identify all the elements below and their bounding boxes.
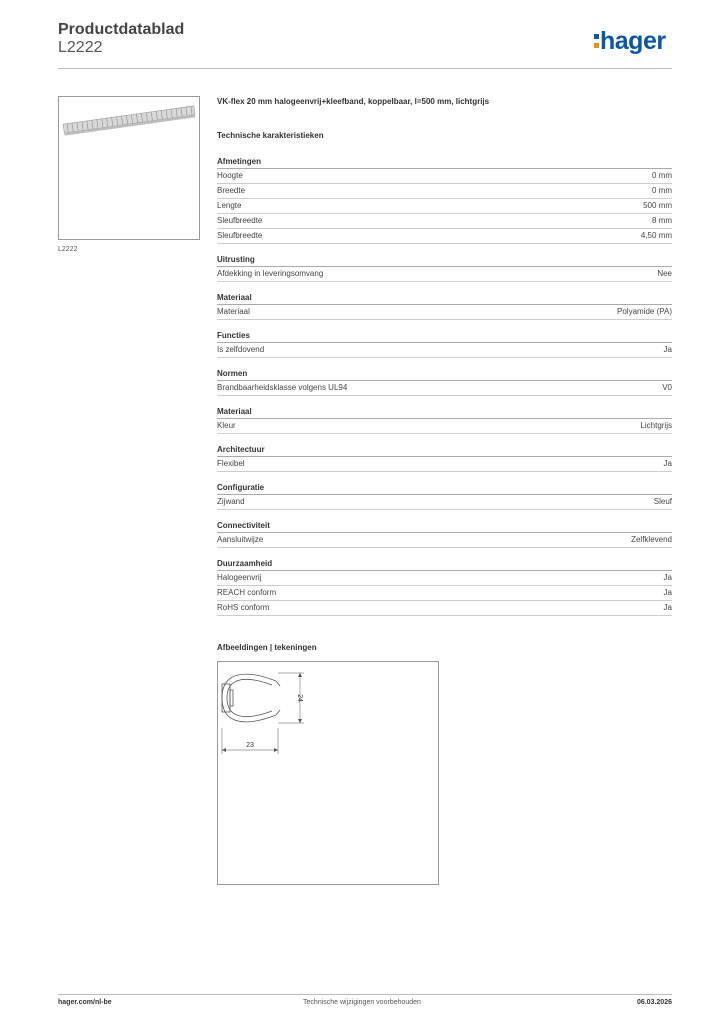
spec-value: 8 mm (652, 216, 672, 225)
spec-label: Brandbaarheidsklasse volgens UL94 (217, 383, 348, 392)
dimension-width: 23 (246, 742, 254, 749)
spec-row (217, 457, 672, 472)
profile-drawing (218, 662, 438, 884)
dimension-height: 24 (296, 694, 303, 702)
section-title: Connectiviteit (217, 520, 672, 533)
spec-value: Nee (657, 269, 672, 278)
technical-characteristics-heading: Technische karakteristieken (217, 131, 324, 140)
spec-section (217, 406, 672, 434)
spec-value: Ja (663, 573, 672, 582)
product-code: L2222 (58, 39, 103, 56)
footer-divider (58, 994, 672, 995)
footer-notice: Technische wijzigingen voorbehouden (303, 999, 421, 1006)
spec-value: Ja (663, 459, 672, 468)
section-title: Configuratie (217, 482, 672, 495)
spec-value: 0 mm (652, 186, 672, 195)
spec-label: Breedte (217, 186, 246, 195)
spec-section (217, 330, 672, 358)
spec-value: Zelfklevend (631, 535, 672, 544)
logo-colon-icon (594, 27, 599, 48)
spec-section (217, 558, 672, 616)
spec-label: Halogeenvrij (217, 573, 262, 582)
cable-duct-image (59, 97, 199, 239)
spec-label: Aansluitwijze (217, 535, 264, 544)
spec-value: Ja (663, 345, 672, 354)
spec-value: 0 mm (652, 171, 672, 180)
spec-label: REACH conform (217, 588, 277, 597)
spec-label: Lengte (217, 201, 242, 210)
spec-section (217, 482, 672, 510)
spec-label: Kleur (217, 421, 236, 430)
spec-value: 500 mm (643, 201, 672, 210)
spec-row (217, 229, 672, 244)
spec-section (217, 156, 672, 244)
product-image (58, 96, 200, 240)
section-title: Architectuur (217, 444, 672, 457)
technical-drawing (217, 661, 439, 885)
footer-website-link[interactable]: hager.com/nl-be (58, 999, 112, 1006)
section-title: Materiaal (217, 406, 672, 419)
section-title: Functies (217, 330, 672, 343)
spec-label: Sleufbreedte (217, 216, 263, 225)
spec-row (217, 199, 672, 214)
spec-label: Zijwand (217, 497, 245, 506)
product-description: VK-flex 20 mm halogeenvrij+kleefband, koppelbaar, l=500 mm, lichtgrijs (217, 97, 490, 106)
spec-label: RoHS conform (217, 603, 270, 612)
spec-value: 4,50 mm (640, 231, 672, 240)
spec-row (217, 267, 672, 282)
spec-row (217, 601, 672, 616)
spec-label: Materiaal (217, 307, 250, 316)
logo-text: hager (600, 27, 666, 55)
section-title: Afmetingen (217, 156, 672, 169)
spec-label: Is zelfdovend (217, 345, 265, 354)
spec-value: Ja (663, 588, 672, 597)
spec-label: Hoogte (217, 171, 243, 180)
spec-value: Polyamide (PA) (617, 307, 672, 316)
spec-row (217, 495, 672, 510)
spec-row (217, 419, 672, 434)
header-divider (58, 68, 672, 69)
spec-section (217, 292, 672, 320)
spec-label: Flexibel (217, 459, 245, 468)
spec-section (217, 368, 672, 396)
spec-row (217, 305, 672, 320)
section-title: Uitrusting (217, 254, 672, 267)
spec-section (217, 444, 672, 472)
footer-date: 06.03.2026 (636, 999, 672, 1006)
hager-logo (594, 27, 666, 56)
spec-value: Ja (663, 603, 672, 612)
spec-row (217, 184, 672, 199)
spec-section (217, 254, 672, 282)
spec-section (217, 520, 672, 548)
spec-value: Sleuf (653, 497, 672, 506)
drawings-heading: Afbeeldingen | tekeningen (217, 643, 317, 652)
spec-value: V0 (662, 383, 672, 392)
spec-label: Afdekking in leveringsomvang (217, 269, 324, 278)
section-title: Normen (217, 368, 672, 381)
spec-row (217, 343, 672, 358)
spec-row (217, 169, 672, 184)
spec-label: Sleufbreedte (217, 231, 263, 240)
spec-row (217, 381, 672, 396)
spec-row (217, 571, 672, 586)
image-caption: L2222 (58, 246, 78, 253)
spec-sections (217, 156, 672, 626)
spec-value: Lichtgrijs (640, 421, 672, 430)
section-title: Duurzaamheid (217, 558, 672, 571)
spec-row (217, 533, 672, 548)
spec-row (217, 586, 672, 601)
page-title: Productdatablad (58, 21, 185, 38)
section-title: Materiaal (217, 292, 672, 305)
spec-row (217, 214, 672, 229)
